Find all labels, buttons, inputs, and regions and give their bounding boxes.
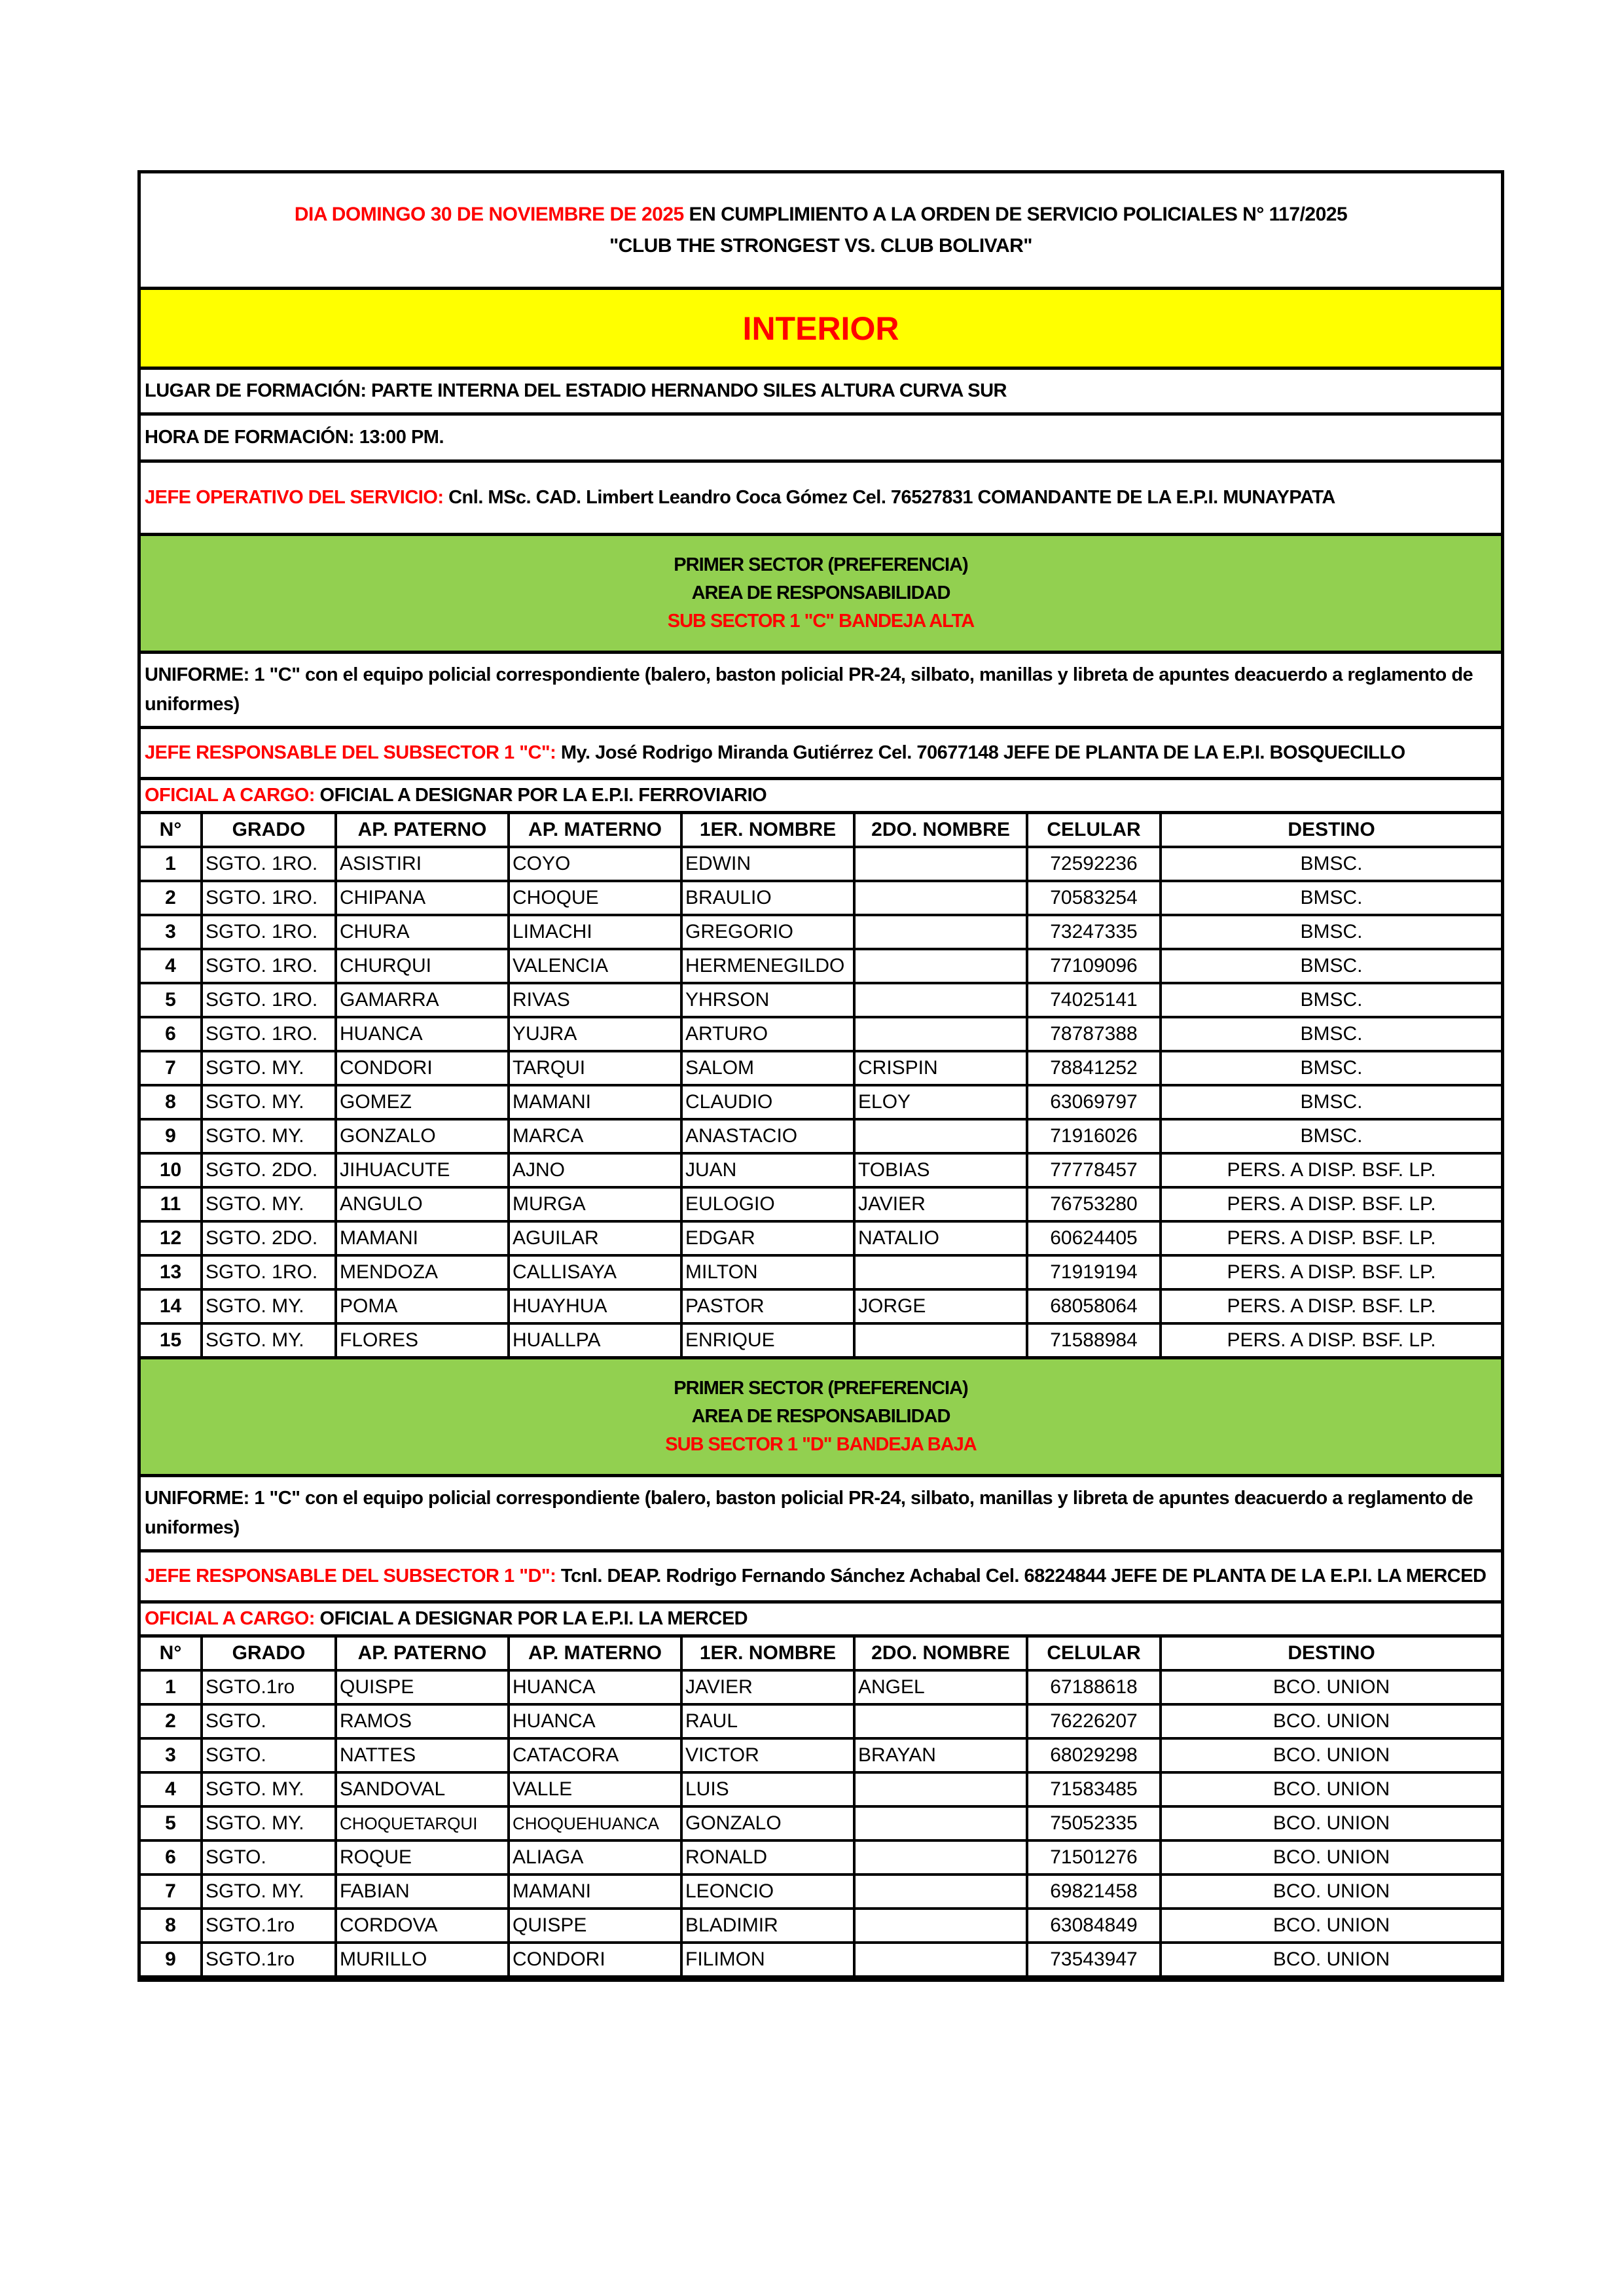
cell-ap-paterno: CHOQUETARQUI <box>336 1806 509 1840</box>
cell-primer-nombre: SALOM <box>681 1051 854 1085</box>
column-header-primer-nombre: 1ER. NOMBRE <box>681 1638 854 1670</box>
cell-grado: SGTO. <box>202 1704 336 1738</box>
sector-line2: AREA DE RESPONSABILIDAD <box>691 583 950 603</box>
order-line <box>295 199 1347 230</box>
cell-destino: BCO. UNION <box>1161 1670 1501 1704</box>
cell-celular: 69821458 <box>1027 1874 1161 1909</box>
personnel-table <box>141 814 1501 1356</box>
table-row <box>141 1051 1501 1085</box>
sector-line1: PRIMER SECTOR (PREFERENCIA) <box>674 554 968 575</box>
table-row <box>141 1738 1501 1772</box>
cell-primer-nombre: JAVIER <box>681 1670 854 1704</box>
date-text: DIA DOMINGO 30 DE NOVIEMBRE DE 2025 <box>294 203 684 225</box>
cell-num: 6 <box>141 1017 202 1051</box>
cell-grado: SGTO. MY. <box>202 1085 336 1119</box>
cell-ap-paterno: ANGULO <box>336 1187 509 1221</box>
cell-num: 15 <box>141 1323 202 1356</box>
oficial-a-cargo <box>141 1604 1501 1638</box>
cell-grado: SGTO. 2DO. <box>202 1153 336 1187</box>
personnel-table-wrap <box>141 814 1501 1359</box>
cell-ap-materno: RIVAS <box>509 983 681 1017</box>
column-header-destino: DESTINO <box>1161 814 1501 847</box>
cell-ap-paterno: RAMOS <box>336 1704 509 1738</box>
cell-primer-nombre: MILTON <box>681 1255 854 1289</box>
cell-celular: 74025141 <box>1027 983 1161 1017</box>
cell-num: 7 <box>141 1874 202 1909</box>
oficial-a-cargo <box>141 780 1501 814</box>
cell-primer-nombre: ENRIQUE <box>681 1323 854 1356</box>
cell-grado: SGTO. <box>202 1738 336 1772</box>
cell-ap-paterno: MENDOZA <box>336 1255 509 1289</box>
cell-ap-paterno: HUANCA <box>336 1017 509 1051</box>
cell-ap-materno: HUANCA <box>509 1704 681 1738</box>
cell-ap-materno: CONDORI <box>509 1943 681 1975</box>
cell-ap-materno: LIMACHI <box>509 915 681 949</box>
cell-ap-paterno: QUISPE <box>336 1670 509 1704</box>
cell-celular: 75052335 <box>1027 1806 1161 1840</box>
cell-segundo-nombre <box>854 1704 1027 1738</box>
cell-destino: BCO. UNION <box>1161 1874 1501 1909</box>
cell-segundo-nombre <box>854 1909 1027 1943</box>
cell-ap-materno: MURGA <box>509 1187 681 1221</box>
cell-primer-nombre: FILIMON <box>681 1943 854 1975</box>
column-header-celular: CELULAR <box>1027 814 1161 847</box>
match-title: "CLUB THE STRONGEST VS. CLUB BOLIVAR" <box>609 234 1033 257</box>
cell-segundo-nombre <box>854 1943 1027 1975</box>
table-row <box>141 1943 1501 1975</box>
cell-grado: SGTO. MY. <box>202 1772 336 1806</box>
cell-ap-materno: HUANCA <box>509 1670 681 1704</box>
cell-grado: SGTO. 1RO. <box>202 915 336 949</box>
table-row <box>141 1670 1501 1704</box>
cell-primer-nombre: CLAUDIO <box>681 1085 854 1119</box>
table-row <box>141 1323 1501 1356</box>
cell-primer-nombre: EDGAR <box>681 1221 854 1255</box>
table-row <box>141 1187 1501 1221</box>
cell-segundo-nombre: TOBIAS <box>854 1153 1027 1187</box>
cell-primer-nombre: GONZALO <box>681 1806 854 1840</box>
cell-ap-paterno: CHURA <box>336 915 509 949</box>
cell-primer-nombre: HERMENEGILDO <box>681 949 854 983</box>
column-header-segundo-nombre: 2DO. NOMBRE <box>854 814 1027 847</box>
cell-primer-nombre: YHRSON <box>681 983 854 1017</box>
cell-primer-nombre: GREGORIO <box>681 915 854 949</box>
cell-grado: SGTO. MY. <box>202 1806 336 1840</box>
cell-primer-nombre: ANASTACIO <box>681 1119 854 1153</box>
cell-segundo-nombre <box>854 881 1027 915</box>
cell-ap-paterno: CONDORI <box>336 1051 509 1085</box>
jefe-responsable-value: Tcnl. DEAP. Rodrigo Fernando Sánchez Achabal Cel. 68224844 JEFE DE PLANTA DE LA E.P.I. LA MERCED <box>556 1566 1487 1587</box>
cell-ap-materno: CHOQUEHUANCA <box>509 1806 681 1840</box>
table-header-row <box>141 1638 1501 1670</box>
table-row <box>141 1704 1501 1738</box>
table-row <box>141 881 1501 915</box>
cell-grado: SGTO. <box>202 1840 336 1874</box>
oficial-label: OFICIAL A CARGO: <box>145 1608 315 1629</box>
cell-destino: BMSC. <box>1161 983 1501 1017</box>
table-row <box>141 1017 1501 1051</box>
cell-num: 1 <box>141 847 202 881</box>
cell-celular: 70583254 <box>1027 881 1161 915</box>
cell-destino: BCO. UNION <box>1161 1840 1501 1874</box>
cell-primer-nombre: ARTURO <box>681 1017 854 1051</box>
sector-line2: AREA DE RESPONSABILIDAD <box>691 1406 950 1427</box>
cell-celular: 67188618 <box>1027 1670 1161 1704</box>
jefe-operativo-label: JEFE OPERATIVO DEL SERVICIO: <box>145 487 444 508</box>
hora-formacion: HORA DE FORMACIÓN: 13:00 PM. <box>141 416 1501 463</box>
cell-ap-paterno: MAMANI <box>336 1221 509 1255</box>
cell-grado: SGTO. MY. <box>202 1051 336 1085</box>
cell-celular: 78841252 <box>1027 1051 1161 1085</box>
cell-primer-nombre: LUIS <box>681 1772 854 1806</box>
column-header-ap-materno: AP. MATERNO <box>509 1638 681 1670</box>
cell-ap-materno: VALLE <box>509 1772 681 1806</box>
table-row <box>141 1874 1501 1909</box>
cell-num: 8 <box>141 1909 202 1943</box>
cell-grado: SGTO. MY. <box>202 1289 336 1323</box>
cell-num: 9 <box>141 1119 202 1153</box>
cell-primer-nombre: JUAN <box>681 1153 854 1187</box>
cell-segundo-nombre <box>854 1255 1027 1289</box>
table-row <box>141 1085 1501 1119</box>
cell-celular: 77778457 <box>1027 1153 1161 1187</box>
cell-destino: PERS. A DISP. BSF. LP. <box>1161 1323 1501 1356</box>
table-row <box>141 1119 1501 1153</box>
cell-destino: BCO. UNION <box>1161 1909 1501 1943</box>
cell-ap-materno: MAMANI <box>509 1085 681 1119</box>
cell-primer-nombre: VICTOR <box>681 1738 854 1772</box>
cell-destino: BMSC. <box>1161 949 1501 983</box>
cell-grado: SGTO. 1RO. <box>202 847 336 881</box>
column-header-ap-paterno: AP. PATERNO <box>336 814 509 847</box>
cell-num: 11 <box>141 1187 202 1221</box>
cell-grado: SGTO. MY. <box>202 1874 336 1909</box>
cell-ap-paterno: FABIAN <box>336 1874 509 1909</box>
column-header-num: N° <box>141 814 202 847</box>
jefe-responsable-label: JEFE RESPONSABLE DEL SUBSECTOR 1 "D": <box>145 1566 556 1587</box>
cell-ap-materno: AGUILAR <box>509 1221 681 1255</box>
jefe-responsable <box>141 1552 1501 1604</box>
document-header <box>141 173 1501 290</box>
column-header-primer-nombre: 1ER. NOMBRE <box>681 814 854 847</box>
cell-num: 5 <box>141 1806 202 1840</box>
jefe-responsable-label: JEFE RESPONSABLE DEL SUBSECTOR 1 "C": <box>145 742 556 763</box>
jefe-responsable <box>141 729 1501 780</box>
cell-celular: 72592236 <box>1027 847 1161 881</box>
column-header-grado: GRADO <box>202 814 336 847</box>
table-row <box>141 983 1501 1017</box>
cell-grado: SGTO. 1RO. <box>202 881 336 915</box>
cell-primer-nombre: PASTOR <box>681 1289 854 1323</box>
cell-segundo-nombre: ANGEL <box>854 1670 1027 1704</box>
cell-ap-paterno: POMA <box>336 1289 509 1323</box>
cell-ap-materno: TARQUI <box>509 1051 681 1085</box>
cell-destino: BMSC. <box>1161 1051 1501 1085</box>
cell-celular: 71583485 <box>1027 1772 1161 1806</box>
jefe-operativo-value: Cnl. MSc. CAD. Limbert Leandro Coca Gómez Cel. 76527831 COMANDANTE DE LA E.P.I. MUNAYPATA <box>443 487 1335 508</box>
cell-destino: BMSC. <box>1161 1119 1501 1153</box>
cell-ap-materno: HUALLPA <box>509 1323 681 1356</box>
column-header-celular: CELULAR <box>1027 1638 1161 1670</box>
cell-celular: 68029298 <box>1027 1738 1161 1772</box>
sector-line3: SUB SECTOR 1 "C" BANDEJA ALTA <box>667 611 975 632</box>
cell-celular: 60624405 <box>1027 1221 1161 1255</box>
cell-ap-paterno: ROQUE <box>336 1840 509 1874</box>
uniforme-text: UNIFORME: 1 "C" con el equipo policial correspondiente (balero, baston policial PR-24, silbato, manillas y libreta de apuntes deacuerdo a reglamento de uniformes) <box>141 654 1501 729</box>
cell-num: 1 <box>141 1670 202 1704</box>
cell-ap-materno: YUJRA <box>509 1017 681 1051</box>
cell-ap-materno: AJNO <box>509 1153 681 1187</box>
table-row <box>141 1806 1501 1840</box>
table-row <box>141 1772 1501 1806</box>
cell-grado: SGTO. 1RO. <box>202 1255 336 1289</box>
cell-segundo-nombre: NATALIO <box>854 1221 1027 1255</box>
cell-ap-paterno: GONZALO <box>336 1119 509 1153</box>
cell-ap-paterno: JIHUACUTE <box>336 1153 509 1187</box>
cell-ap-paterno: CHIPANA <box>336 881 509 915</box>
cell-celular: 63069797 <box>1027 1085 1161 1119</box>
cell-destino: BMSC. <box>1161 1085 1501 1119</box>
cell-num: 10 <box>141 1153 202 1187</box>
jefe-operativo <box>141 463 1501 536</box>
table-row <box>141 915 1501 949</box>
table-row <box>141 1255 1501 1289</box>
cell-segundo-nombre <box>854 847 1027 881</box>
oficial-label: OFICIAL A CARGO: <box>145 785 315 806</box>
cell-num: 5 <box>141 983 202 1017</box>
cell-num: 2 <box>141 1704 202 1738</box>
cell-num: 13 <box>141 1255 202 1289</box>
cell-destino: BCO. UNION <box>1161 1806 1501 1840</box>
cell-num: 3 <box>141 915 202 949</box>
jefe-responsable-value: My. José Rodrigo Miranda Gutiérrez Cel. 70677148 JEFE DE PLANTA DE LA E.P.I. BOSQUECILLO <box>556 742 1405 763</box>
cell-segundo-nombre: ELOY <box>854 1085 1027 1119</box>
cell-grado: SGTO. 1RO. <box>202 1017 336 1051</box>
lugar-formacion: LUGAR DE FORMACIÓN: PARTE INTERNA DEL ESTADIO HERNANDO SILES ALTURA CURVA SUR <box>141 370 1501 416</box>
cell-destino: PERS. A DISP. BSF. LP. <box>1161 1187 1501 1221</box>
cell-ap-paterno: SANDOVAL <box>336 1772 509 1806</box>
cell-celular: 71588984 <box>1027 1323 1161 1356</box>
cell-segundo-nombre <box>854 1806 1027 1840</box>
table-header-row <box>141 814 1501 847</box>
cell-num: 7 <box>141 1051 202 1085</box>
cell-ap-paterno: ASISTIRI <box>336 847 509 881</box>
cell-celular: 73247335 <box>1027 915 1161 949</box>
cell-segundo-nombre <box>854 1323 1027 1356</box>
cell-segundo-nombre <box>854 983 1027 1017</box>
cell-num: 2 <box>141 881 202 915</box>
cell-destino: PERS. A DISP. BSF. LP. <box>1161 1255 1501 1289</box>
table-row <box>141 1221 1501 1255</box>
cell-ap-paterno: GOMEZ <box>336 1085 509 1119</box>
table-row <box>141 949 1501 983</box>
sectors-container <box>141 536 1501 1979</box>
cell-segundo-nombre <box>854 949 1027 983</box>
sector-banner <box>141 536 1501 654</box>
cell-celular: 76753280 <box>1027 1187 1161 1221</box>
table-row <box>141 1289 1501 1323</box>
cell-destino: PERS. A DISP. BSF. LP. <box>1161 1221 1501 1255</box>
cell-destino: BMSC. <box>1161 1017 1501 1051</box>
cell-ap-materno: ALIAGA <box>509 1840 681 1874</box>
cell-grado: SGTO. MY. <box>202 1119 336 1153</box>
cell-celular: 71919194 <box>1027 1255 1161 1289</box>
cell-primer-nombre: RONALD <box>681 1840 854 1874</box>
cell-ap-materno: CALLISAYA <box>509 1255 681 1289</box>
cell-destino: BCO. UNION <box>1161 1943 1501 1975</box>
personnel-table-wrap <box>141 1638 1501 1979</box>
cell-celular: 77109096 <box>1027 949 1161 983</box>
cell-celular: 63084849 <box>1027 1909 1161 1943</box>
cell-ap-materno: COYO <box>509 847 681 881</box>
column-header-ap-paterno: AP. PATERNO <box>336 1638 509 1670</box>
column-header-grado: GRADO <box>202 1638 336 1670</box>
cell-ap-paterno: FLORES <box>336 1323 509 1356</box>
cell-num: 3 <box>141 1738 202 1772</box>
cell-ap-paterno: GAMARRA <box>336 983 509 1017</box>
section-title: INTERIOR <box>141 290 1501 370</box>
column-header-ap-materno: AP. MATERNO <box>509 814 681 847</box>
sector-line1: PRIMER SECTOR (PREFERENCIA) <box>674 1378 968 1399</box>
cell-segundo-nombre <box>854 1840 1027 1874</box>
cell-grado: SGTO.1ro <box>202 1909 336 1943</box>
sector-line3: SUB SECTOR 1 "D" BANDEJA BAJA <box>665 1434 977 1455</box>
cell-primer-nombre: EDWIN <box>681 847 854 881</box>
cell-grado: SGTO.1ro <box>202 1670 336 1704</box>
cell-ap-materno: MARCA <box>509 1119 681 1153</box>
cell-primer-nombre: EULOGIO <box>681 1187 854 1221</box>
cell-ap-paterno: CHURQUI <box>336 949 509 983</box>
personnel-table <box>141 1638 1501 1975</box>
order-text: EN CUMPLIMIENTO A LA ORDEN DE SERVICIO POLICIALES N° 117/2025 <box>683 203 1348 225</box>
cell-num: 12 <box>141 1221 202 1255</box>
cell-segundo-nombre <box>854 1119 1027 1153</box>
table-row <box>141 1840 1501 1874</box>
cell-destino: BCO. UNION <box>1161 1738 1501 1772</box>
uniforme-text: UNIFORME: 1 "C" con el equipo policial correspondiente (balero, baston policial PR-24, silbato, manillas y libreta de apuntes deacuerdo a reglamento de uniformes) <box>141 1477 1501 1552</box>
cell-destino: BMSC. <box>1161 915 1501 949</box>
cell-grado: SGTO. 1RO. <box>202 949 336 983</box>
cell-ap-materno: QUISPE <box>509 1909 681 1943</box>
cell-segundo-nombre: JORGE <box>854 1289 1027 1323</box>
cell-celular: 68058064 <box>1027 1289 1161 1323</box>
cell-segundo-nombre <box>854 1017 1027 1051</box>
cell-celular: 76226207 <box>1027 1704 1161 1738</box>
cell-ap-paterno: MURILLO <box>336 1943 509 1975</box>
cell-segundo-nombre <box>854 915 1027 949</box>
cell-num: 8 <box>141 1085 202 1119</box>
table-row <box>141 1153 1501 1187</box>
cell-destino: BMSC. <box>1161 881 1501 915</box>
column-header-num: N° <box>141 1638 202 1670</box>
cell-grado: SGTO. MY. <box>202 1187 336 1221</box>
cell-ap-materno: CATACORA <box>509 1738 681 1772</box>
cell-destino: BCO. UNION <box>1161 1772 1501 1806</box>
cell-celular: 71916026 <box>1027 1119 1161 1153</box>
column-header-segundo-nombre: 2DO. NOMBRE <box>854 1638 1027 1670</box>
cell-primer-nombre: LEONCIO <box>681 1874 854 1909</box>
table-row <box>141 847 1501 881</box>
cell-primer-nombre: BRAULIO <box>681 881 854 915</box>
cell-destino: BCO. UNION <box>1161 1704 1501 1738</box>
cell-celular: 71501276 <box>1027 1840 1161 1874</box>
cell-celular: 73543947 <box>1027 1943 1161 1975</box>
cell-num: 4 <box>141 1772 202 1806</box>
cell-num: 6 <box>141 1840 202 1874</box>
sector-banner <box>141 1359 1501 1477</box>
cell-ap-materno: HUAYHUA <box>509 1289 681 1323</box>
cell-grado: SGTO. 2DO. <box>202 1221 336 1255</box>
table-row <box>141 1909 1501 1943</box>
cell-grado: SGTO. 1RO. <box>202 983 336 1017</box>
cell-destino: PERS. A DISP. BSF. LP. <box>1161 1153 1501 1187</box>
cell-destino: PERS. A DISP. BSF. LP. <box>1161 1289 1501 1323</box>
oficial-value: OFICIAL A DESIGNAR POR LA E.P.I. FERROVIARIO <box>314 785 767 806</box>
cell-segundo-nombre: CRISPIN <box>854 1051 1027 1085</box>
service-order-sheet <box>137 170 1504 1982</box>
cell-destino: BMSC. <box>1161 847 1501 881</box>
cell-segundo-nombre <box>854 1874 1027 1909</box>
cell-primer-nombre: RAUL <box>681 1704 854 1738</box>
cell-segundo-nombre <box>854 1772 1027 1806</box>
cell-num: 14 <box>141 1289 202 1323</box>
cell-num: 9 <box>141 1943 202 1975</box>
cell-ap-materno: VALENCIA <box>509 949 681 983</box>
cell-ap-paterno: NATTES <box>336 1738 509 1772</box>
oficial-value: OFICIAL A DESIGNAR POR LA E.P.I. LA MERCED <box>314 1608 748 1629</box>
cell-ap-paterno: CORDOVA <box>336 1909 509 1943</box>
cell-ap-materno: CHOQUE <box>509 881 681 915</box>
cell-ap-materno: MAMANI <box>509 1874 681 1909</box>
cell-primer-nombre: BLADIMIR <box>681 1909 854 1943</box>
column-header-destino: DESTINO <box>1161 1638 1501 1670</box>
cell-grado: SGTO. MY. <box>202 1323 336 1356</box>
cell-segundo-nombre: BRAYAN <box>854 1738 1027 1772</box>
cell-grado: SGTO.1ro <box>202 1943 336 1975</box>
cell-segundo-nombre: JAVIER <box>854 1187 1027 1221</box>
cell-num: 4 <box>141 949 202 983</box>
cell-celular: 78787388 <box>1027 1017 1161 1051</box>
